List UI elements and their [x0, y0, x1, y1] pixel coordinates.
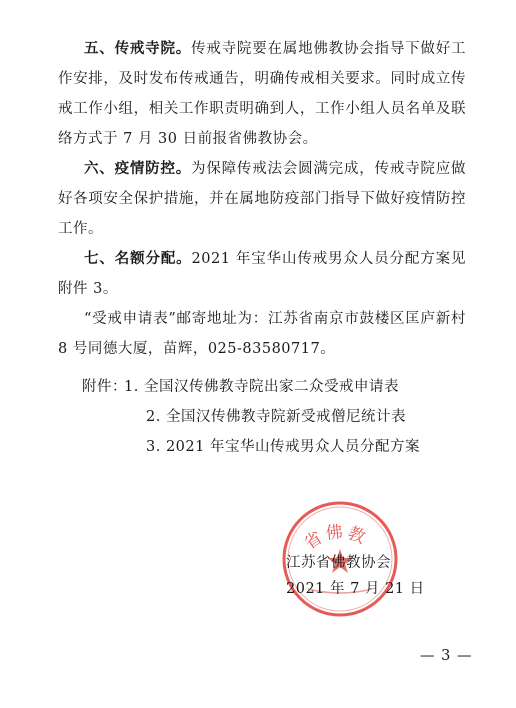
page-number: — 3 — [420, 648, 473, 664]
section-heading: 五、传戒寺院。 [84, 40, 192, 57]
issuing-organization: 江苏省佛教协会 [286, 555, 391, 571]
attachment-item: 2. 全国汉传佛教寺院新受戒僧尼统计表 [146, 409, 406, 425]
section-quota-allocation [58, 244, 466, 304]
section-transmission-temple [58, 34, 466, 154]
issue-date: 2021 年 7 月 21 日 [286, 581, 425, 597]
attachment-item: 1. 全国汉传佛教寺院出家二众受戒申请表 [124, 379, 399, 395]
section-epidemic-prevention [58, 154, 466, 244]
section-body: 传戒寺院要在属地佛教协会指导下做好工作安排，及时发布传戒通告，明确传戒相关要求。同时成立传戒工作小组，相关工作职责明确到人，工作小组人员名单及联络方式于 7 月 30 日前报省佛教协会。 [58, 41, 467, 147]
seal-text: 省佛教 [300, 522, 371, 554]
section-heading: 七、名额分配。 [84, 250, 192, 267]
section-body: 2021 年宝华山传戒男众人员分配方案见附件 3。 [58, 251, 466, 297]
section-heading: 六、疫情防控。 [84, 160, 192, 177]
section-body: 为保障传戒法会圆满完成，传戒寺院应做好各项安全保护措施，并在属地防疫部门指导下做好疫情防控工作。 [58, 161, 467, 237]
attachments-label: 附件： [82, 379, 127, 395]
mailing-address-note: “受戒申请表”邮寄地址为：江苏省南京市鼓楼区匡庐新村 8 号同德大厦，苗辉，025-83580717。 [58, 311, 466, 357]
attachment-item: 3. 2021 年宝华山传戒男众人员分配方案 [146, 439, 420, 455]
